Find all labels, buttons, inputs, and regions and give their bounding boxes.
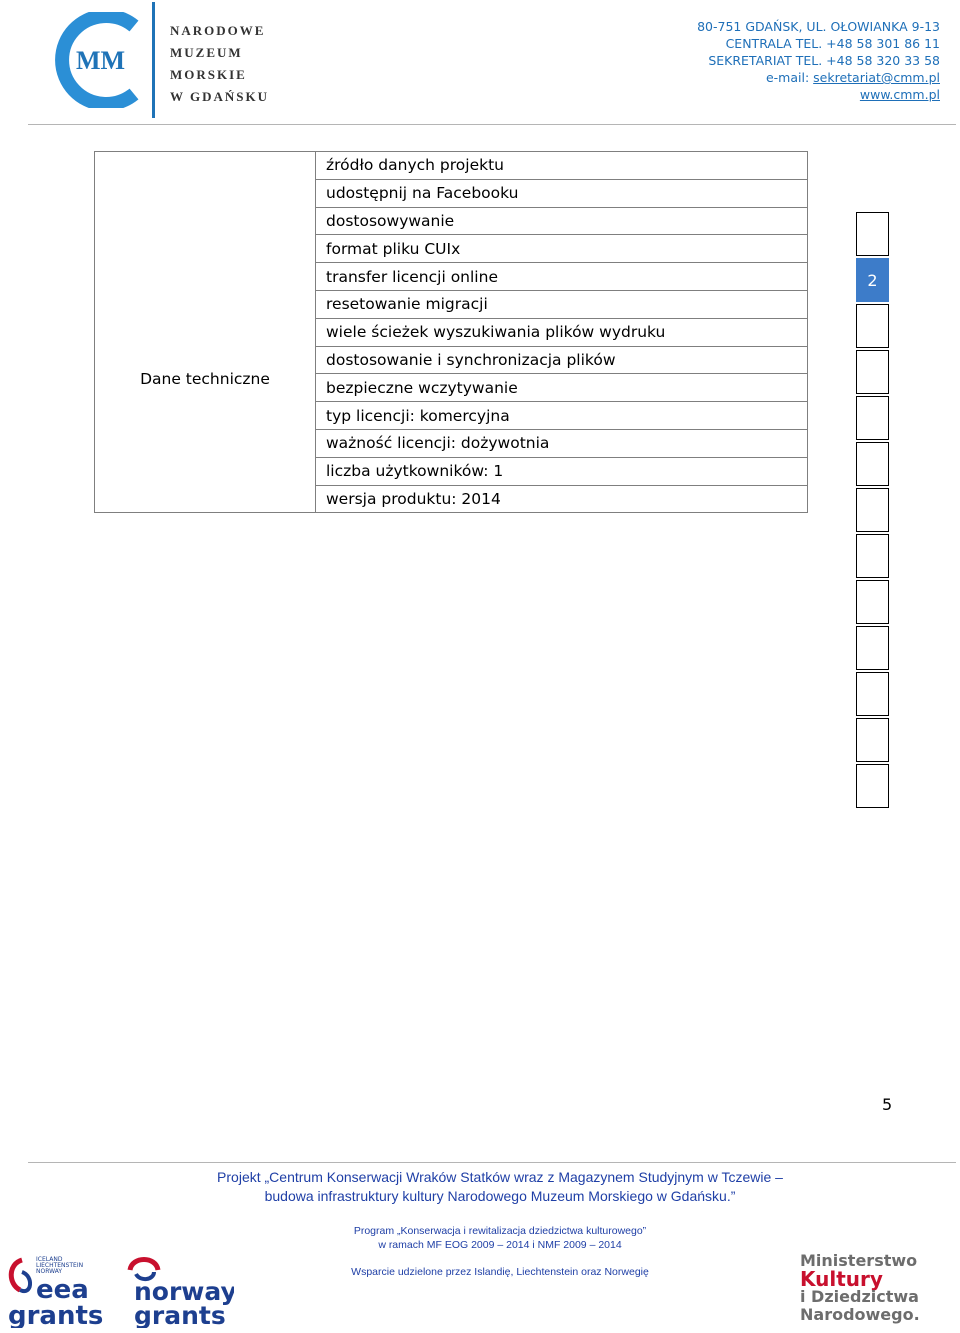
- page-tab[interactable]: 2: [856, 258, 889, 302]
- page-tab[interactable]: [856, 304, 889, 348]
- phone-central: CENTRALA TEL. +48 58 301 86 11: [725, 36, 940, 51]
- museum-name: [170, 20, 269, 108]
- eea-grants-logo: [6, 1254, 116, 1328]
- table-cell: dostosowanie i synchronizacja plików: [316, 346, 808, 374]
- cmm-logo: [50, 12, 150, 108]
- website-link[interactable]: www.cmm.pl: [859, 87, 940, 102]
- table-cell: źródło danych projektu: [316, 152, 808, 180]
- table-cell: format pliku CUIx: [316, 235, 808, 263]
- svg-text:norway: norway: [134, 1277, 234, 1306]
- footer-divider: [28, 1162, 956, 1163]
- table-cell: udostępnij na Facebooku: [316, 179, 808, 207]
- table-cell: wersja produktu: 2014: [316, 485, 808, 513]
- page-tab[interactable]: [856, 718, 889, 762]
- svg-text:NORWAY: NORWAY: [36, 1268, 63, 1275]
- table-cell: wiele ścieżek wyszukiwania plików wydruku: [316, 318, 808, 346]
- svg-text:ICELAND: ICELAND: [36, 1256, 63, 1263]
- table-cell: transfer licencji online: [316, 263, 808, 291]
- ministry-logo: [800, 1252, 930, 1328]
- ministry-line: Narodowego.: [800, 1305, 920, 1324]
- address-line: 80-751 GDAŃSK, UL. OŁOWIANKA 9-13: [697, 19, 940, 34]
- page-tab[interactable]: [856, 350, 889, 394]
- header-divider: [28, 124, 956, 125]
- contact-block: [697, 18, 940, 103]
- museum-name-line: MUZEUM: [170, 45, 243, 60]
- table-cell: resetowanie migracji: [316, 290, 808, 318]
- page-tab[interactable]: [856, 764, 889, 808]
- museum-name-line: NARODOWE: [170, 23, 266, 38]
- museum-name-line: MORSKIE: [170, 67, 247, 82]
- table-cell: dostosowywanie: [316, 207, 808, 235]
- phone-secretariat: SEKRETARIAT TEL. +48 58 320 33 58: [708, 53, 940, 68]
- page-tab[interactable]: [856, 626, 889, 670]
- table-cell: typ licencji: komercyjna: [316, 402, 808, 430]
- table-label: Dane techniczne: [140, 370, 270, 389]
- ministry-line: i Dziedzictwa: [800, 1287, 919, 1306]
- page-tab[interactable]: [856, 488, 889, 532]
- project-line: budowa infrastruktury kultury Narodowego Muzeum Morskiego w Gdańsku.”: [264, 1188, 736, 1204]
- svg-text:grants: grants: [8, 1301, 104, 1328]
- page-number: 5: [882, 1095, 893, 1114]
- svg-text:LIECHTENSTEIN: LIECHTENSTEIN: [36, 1262, 84, 1269]
- page-tab[interactable]: [856, 442, 889, 486]
- table-cell: ważność licencji: dożywotnia: [316, 429, 808, 457]
- support-note: Wsparcie udzielone przez Islandię, Liechtenstein oraz Norwegię: [351, 1266, 649, 1278]
- page-tab[interactable]: [856, 580, 889, 624]
- email-label: e-mail:: [765, 70, 814, 85]
- project-line: Projekt „Centrum Konserwacji Wraków Statków wraz z Magazynem Studyjnym w Tczewie –: [217, 1169, 783, 1185]
- program-line: Program „Konserwacja i rewitalizacja dziedzictwa kulturowego”: [353, 1225, 647, 1237]
- logo-letters: MM: [76, 46, 126, 75]
- norway-grants-logo: [122, 1254, 234, 1328]
- email-link[interactable]: sekretariat@cmm.pl: [813, 70, 940, 85]
- logo-divider: [152, 2, 155, 118]
- page-tab[interactable]: [856, 534, 889, 578]
- ministry-line: Kultury: [800, 1267, 883, 1291]
- tech-spec-table: [94, 151, 808, 513]
- table-cell: liczba użytkowników: 1: [316, 457, 808, 485]
- ministry-line: Ministerstwo: [800, 1251, 918, 1270]
- email-line: [697, 69, 940, 86]
- svg-text:eea: eea: [36, 1275, 89, 1305]
- program-description: [200, 1224, 800, 1252]
- page-tabs: [856, 212, 889, 810]
- table-cell: bezpieczne wczytywanie: [316, 374, 808, 402]
- svg-text:grants: grants: [134, 1301, 226, 1328]
- page-tab[interactable]: [856, 396, 889, 440]
- project-description: [160, 1168, 840, 1206]
- page-tab[interactable]: [856, 672, 889, 716]
- museum-name-line: W GDAŃSKU: [170, 89, 270, 104]
- table-row: [95, 152, 808, 180]
- page-tab[interactable]: [856, 212, 889, 256]
- table-label-cell: [95, 152, 316, 513]
- program-line: w ramach MF EOG 2009 – 2014 i NMF 2009 – 2014: [378, 1239, 622, 1251]
